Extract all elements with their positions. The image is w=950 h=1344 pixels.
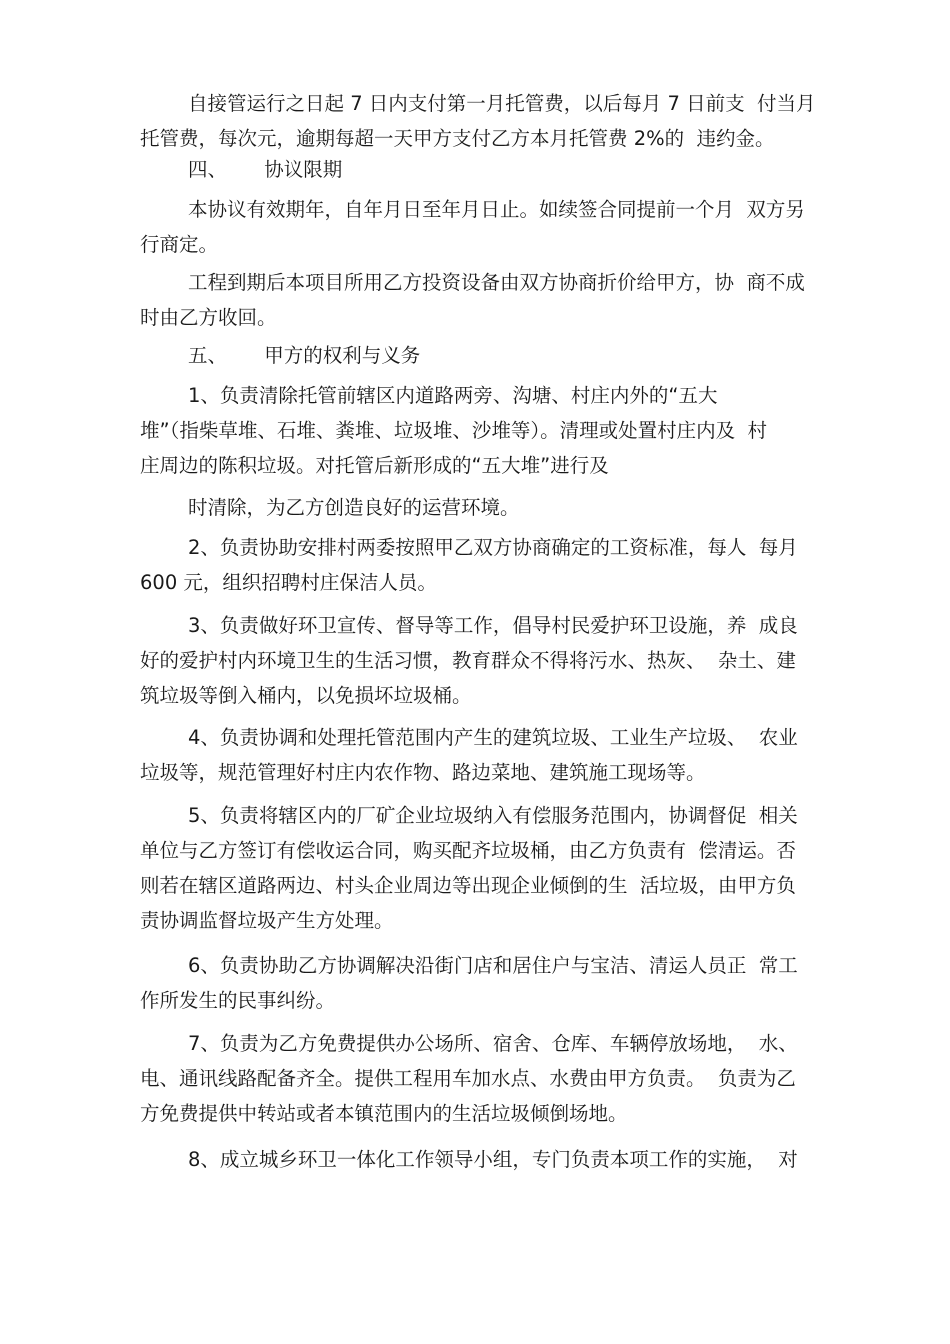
text-line: 责协调监督垃圾产生方处理。 [140, 909, 394, 932]
text-line: 本协议有效期年，自年月日至年月日止。如续签合同提前一个月 双方另 [188, 198, 805, 221]
text-line: 则若在辖区道路两边、村头企业周边等出现企业倾倒的生 活垃圾，由甲方负 [140, 874, 796, 897]
text-line: 作所发生的民事纠纷。 [140, 989, 336, 1012]
text-line: 电、通讯线路配备齐全。提供工程用车加水点、水费由甲方负责。 负责为乙 [140, 1067, 796, 1090]
text-line: 方免费提供中转站或者本镇范围内的生活垃圾倾倒场地。 [140, 1102, 628, 1125]
text-line: 单位与乙方签订有偿收运合同，购买配齐垃圾桶，由乙方负责有 偿清运。否 [140, 839, 796, 862]
text-line: 行商定。 [140, 233, 219, 256]
text-line: 自接管运行之日起 7 日内支付第一月托管费，以后每月 7 日前支 付当月 [188, 92, 816, 115]
text-line: 五、 甲方的权利与义务 [188, 344, 421, 367]
text-line: 时清除，为乙方创造良好的运营环境。 [188, 496, 520, 519]
text-line: 托管费，每次元，逾期每超一天甲方支付乙方本月托管费 2%的 违约金。 [140, 127, 775, 150]
text-line: 时由乙方收回。 [140, 306, 277, 329]
text-line: 堆”（指柴草堆、石堆、粪堆、垃圾堆、沙堆等）。清理或处置村庄内及 村 [140, 419, 767, 442]
text-line: 1、负责清除托管前辖区内道路两旁、沟塘、村庄内外的“五大 [188, 384, 718, 407]
text-line: 工程到期后本项目所用乙方投资设备由双方协商折价给甲方，协 商不成 [188, 271, 805, 294]
text-line: 3、负责做好环卫宣传、督导等工作，倡导村民爱护环卫设施，养 成良 [188, 614, 798, 637]
text-line: 5、负责将辖区内的厂矿企业垃圾纳入有偿服务范围内，协调督促 相关 [188, 804, 798, 827]
text-line: 筑垃圾等倒入桶内，以免损坏垃圾桶。 [140, 684, 472, 707]
text-line: 8、成立城乡环卫一体化工作领导小组，专门负责本项工作的实施， 对 [188, 1148, 798, 1171]
text-line: 4、负责协调和处理托管范围内产生的建筑垃圾、工业生产垃圾、 农业 [188, 726, 798, 749]
text-line: 四、 协议限期 [188, 158, 343, 181]
text-line: 2、负责协助安排村两委按照甲乙双方协商确定的工资标准，每人 每月 [188, 536, 798, 559]
text-line: 7、负责为乙方免费提供办公场所、宿舍、仓库、车辆停放场地， 水、 [188, 1032, 798, 1055]
text-line: 好的爱护村内环境卫生的生活习惯，教育群众不得将污水、热灰、 杂土、建 [140, 649, 796, 672]
text-line: 6、负责协助乙方协调解决沿街门店和居住户与宝洁、清运人员正 常工 [188, 954, 798, 977]
text-line: 垃圾等，规范管理好村庄内农作物、路边菜地、建筑施工现场等。 [140, 761, 706, 784]
text-line: 庄周边的陈积垃圾。对托管后新形成的“五大堆”进行及 [140, 454, 609, 477]
text-line: 600 元，组织招聘村庄保洁人员。 [140, 571, 437, 594]
